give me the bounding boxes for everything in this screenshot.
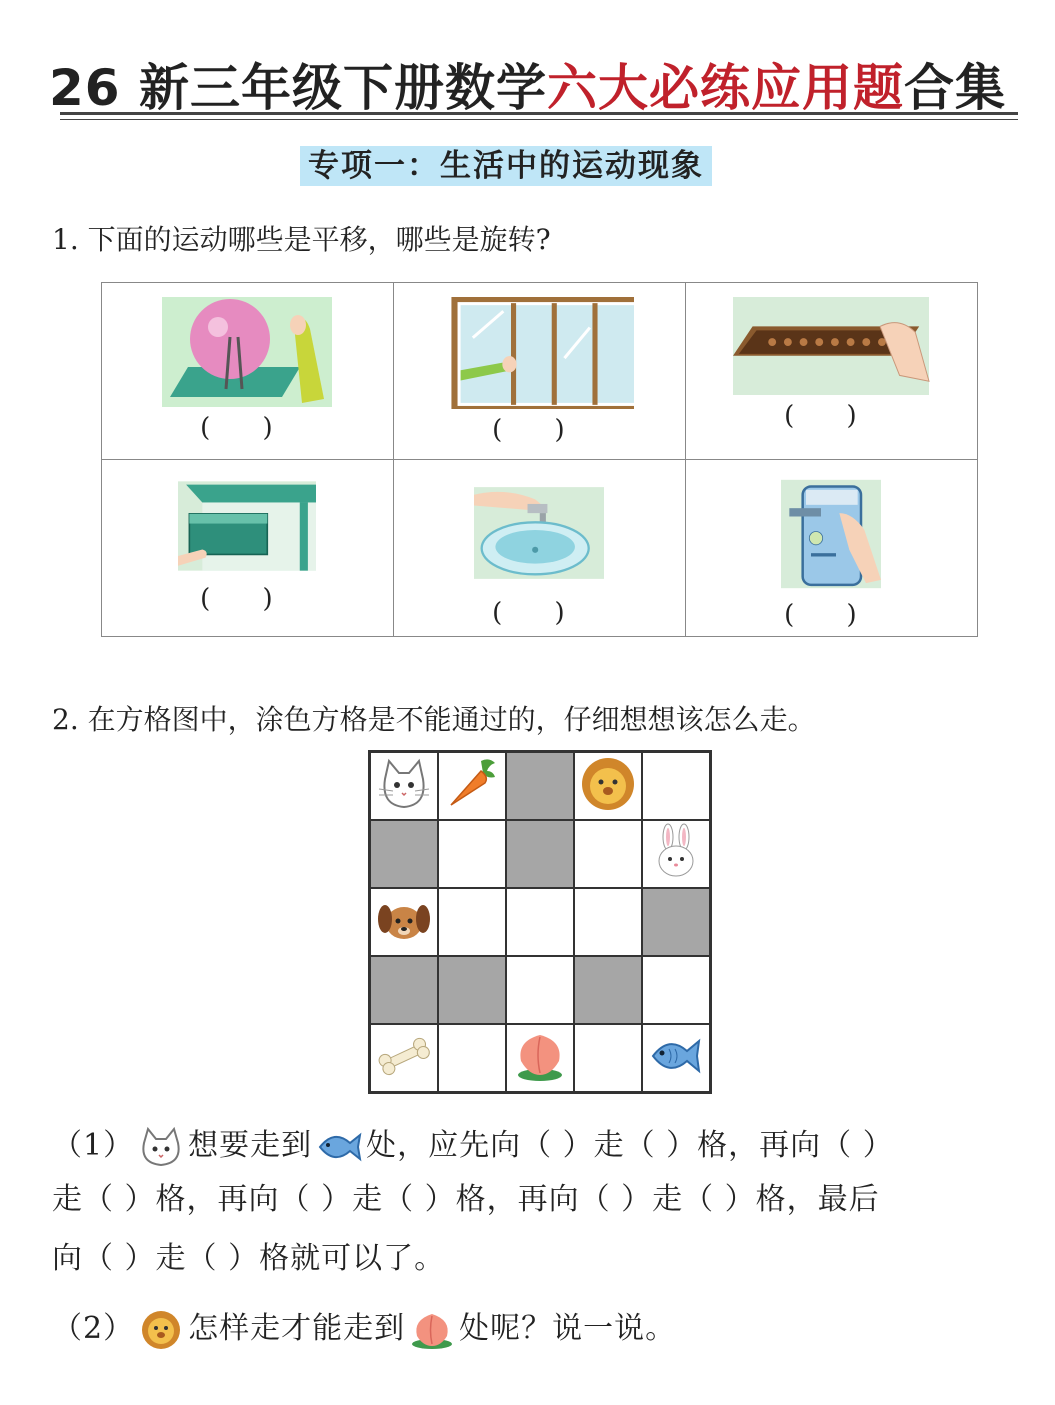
answer-blank[interactable]: ( )	[200, 413, 295, 443]
title-highlight: 六大必练应用题	[547, 59, 904, 117]
page-title	[0, 48, 1055, 120]
question-1-text: 1. 下面的运动哪些是平移，哪些是旋转?	[52, 223, 551, 256]
rabbit-icon	[647, 823, 705, 885]
sub2-label: （2）	[52, 1311, 135, 1346]
lion-icon	[579, 755, 637, 817]
answer-blank[interactable]: ( )	[200, 584, 295, 614]
maze-cell	[642, 752, 710, 820]
fish-icon	[647, 1027, 705, 1089]
motion-cell	[393, 283, 685, 460]
maze-cell	[574, 820, 642, 888]
maze-cell-shaded	[506, 820, 574, 888]
maze-cell	[574, 888, 642, 956]
motion-cell	[685, 283, 977, 460]
maze-cell	[506, 956, 574, 1024]
sub2-text2: 处呢？说一说。	[459, 1311, 677, 1346]
sub-question-1-line1	[52, 1120, 894, 1167]
section-subtitle: 专项一：生活中的运动现象	[300, 146, 712, 186]
sub-question-1-line2: 走（ ）格，再向（ ）走（ ）格，再向（ ）走（ ）格，最后	[52, 1182, 880, 1217]
maze-cell-dog	[370, 888, 438, 956]
maze-cell	[642, 956, 710, 1024]
maze-cell-shaded	[642, 888, 710, 956]
carrot-icon	[443, 755, 501, 817]
title-rule-thin	[60, 119, 1018, 120]
cat-icon	[136, 1127, 186, 1167]
maze-cell-shaded	[574, 956, 642, 1024]
maze-cell-shaded	[506, 752, 574, 820]
sub1-label: （1）	[52, 1128, 135, 1163]
title-rule-thick	[60, 112, 1018, 115]
sliding-window-icon	[444, 297, 634, 409]
sub-question-2	[52, 1303, 676, 1350]
maze-cell	[438, 820, 506, 888]
bone-icon	[375, 1027, 433, 1089]
motion-table	[101, 282, 978, 637]
abacus-icon	[731, 297, 931, 395]
peach-icon	[407, 1310, 457, 1350]
maze-cell	[438, 1024, 506, 1092]
answer-blank[interactable]: ( )	[784, 401, 879, 431]
faucet-icon	[474, 474, 604, 592]
maze-cell	[574, 1024, 642, 1092]
dog-icon	[375, 891, 433, 953]
maze-cell-rabbit	[642, 820, 710, 888]
maze-cell-shaded	[438, 956, 506, 1024]
disc-tray-icon	[781, 474, 881, 594]
maze-cell-bone	[370, 1024, 438, 1092]
title-part3: 合集	[904, 59, 1006, 117]
maze-cell-fish	[642, 1024, 710, 1092]
maze-cell-lion	[574, 752, 642, 820]
maze-cell-peach	[506, 1024, 574, 1092]
motion-cell	[393, 460, 685, 637]
maze-cell-carrot	[438, 752, 506, 820]
answer-blank[interactable]: ( )	[492, 415, 587, 445]
sub1-line1b-text: 处，应先向（ ）走（ ）格，再向（ ）	[366, 1128, 894, 1163]
maze-cell-shaded	[370, 956, 438, 1024]
maze-grid	[368, 750, 712, 1094]
maze-cell	[506, 888, 574, 956]
motion-cell	[102, 283, 394, 460]
motion-cell	[102, 460, 394, 637]
maze-cell-cat	[370, 752, 438, 820]
lottery-ball-icon	[162, 297, 332, 407]
cat-icon	[375, 755, 433, 817]
answer-blank[interactable]: ( )	[492, 598, 587, 628]
sub2-text1: 怎样走才能走到	[188, 1311, 406, 1346]
maze-cell	[438, 888, 506, 956]
motion-cell	[685, 460, 977, 637]
sub1-line1-text: 想要走到	[188, 1128, 313, 1163]
lion-icon	[136, 1310, 186, 1350]
fish-icon	[314, 1127, 364, 1167]
answer-blank[interactable]: ( )	[784, 600, 879, 630]
title-part1: 26 新三年级下册数学	[49, 59, 547, 117]
drawer-icon	[178, 474, 316, 578]
question-2-text: 2. 在方格图中，涂色方格是不能通过的，仔细想想该怎么走。	[52, 703, 816, 736]
sub-question-1-line3: 向（ ）走（ ）格就可以了。	[52, 1241, 446, 1276]
peach-icon	[511, 1027, 569, 1089]
maze-cell-shaded	[370, 820, 438, 888]
